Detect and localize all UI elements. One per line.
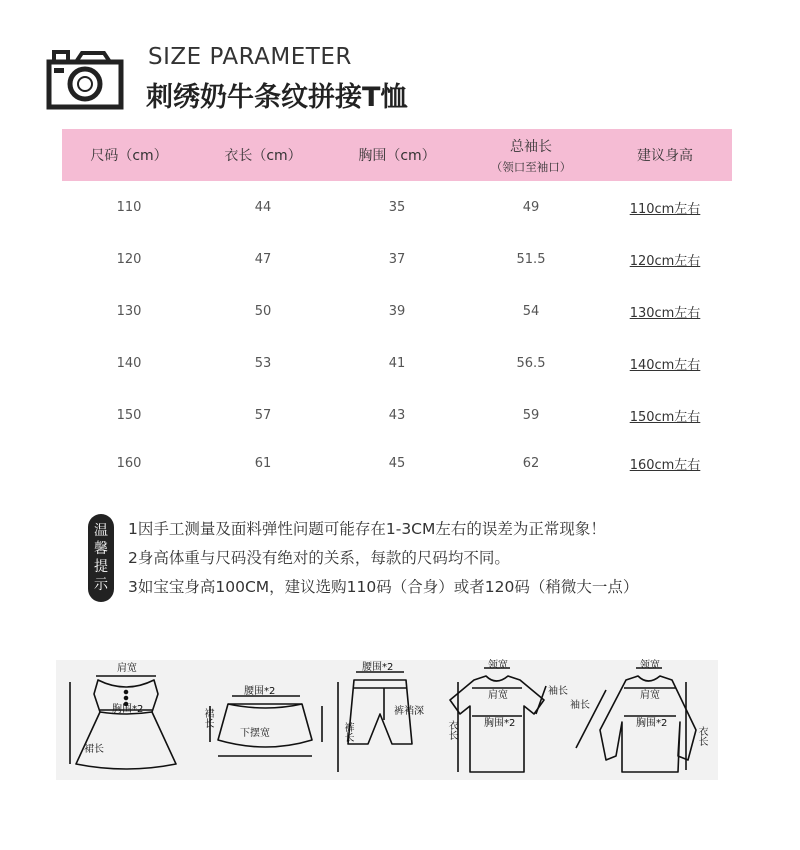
table-cell: 39 bbox=[388, 303, 406, 319]
table-cell: 150 bbox=[116, 407, 142, 423]
tip-line: 1因手工测量及面料弹性问题可能存在1-3CM左右的误差为正常现象！ bbox=[128, 520, 606, 538]
table-cell: 160 bbox=[116, 455, 142, 471]
table-cell: 51.5 bbox=[516, 251, 546, 267]
table-cell: 130cm左右 bbox=[629, 305, 701, 321]
label-longsleeve-neck: 领宽 bbox=[640, 660, 660, 671]
label-skirt-waist: 腰围*2 bbox=[244, 686, 276, 697]
label-longsleeve-shoulder: 肩宽 bbox=[640, 690, 660, 701]
table-cell: 50 bbox=[254, 303, 272, 319]
table-cell: 140 bbox=[116, 355, 142, 371]
label-pants-rise: 裤裆深 bbox=[394, 706, 424, 717]
table-cell: 49 bbox=[522, 199, 540, 215]
label-dress-shoulder: 肩宽 bbox=[117, 663, 137, 674]
table-cell: 41 bbox=[388, 355, 406, 371]
label-dress-chest: 胸围*2 bbox=[112, 704, 144, 715]
table-row bbox=[62, 337, 732, 389]
measurement-diagram bbox=[56, 660, 718, 780]
table-cell: 54 bbox=[522, 303, 540, 319]
label-skirt-hem: 下摆宽 bbox=[240, 728, 270, 739]
tips-list bbox=[128, 515, 638, 602]
tips-badge bbox=[88, 514, 114, 602]
table-cell: 120 bbox=[116, 251, 142, 267]
table-row bbox=[62, 441, 732, 485]
table-cell: 61 bbox=[254, 455, 272, 471]
table-row bbox=[62, 285, 732, 337]
column-header-chest: 胸围（cm） bbox=[358, 148, 436, 164]
table-cell: 140cm左右 bbox=[629, 357, 701, 373]
table-cell: 120cm左右 bbox=[629, 253, 701, 269]
table-cell: 57 bbox=[254, 407, 272, 423]
dress-illustration bbox=[70, 676, 176, 769]
tip-line: 3如宝宝身高100CM，建议选购110码（合身）或者120码（稍微大一点） bbox=[128, 578, 639, 596]
table-cell: 130 bbox=[116, 303, 142, 319]
label-tshirt-sleeve: 袖长 bbox=[548, 686, 568, 697]
table-cell: 150cm左右 bbox=[629, 409, 701, 425]
label-tshirt-length: 衣长 bbox=[446, 720, 457, 740]
tip-line: 2身高体重与尺码没有绝对的关系，每款的尺码均不同。 bbox=[128, 549, 510, 567]
column-header-sleeve: 总袖长 （领口至袖口） bbox=[490, 138, 572, 174]
table-row bbox=[62, 233, 732, 285]
label-longsleeve-chest: 胸围*2 bbox=[636, 718, 668, 729]
size-table bbox=[62, 129, 732, 485]
table-cell: 62 bbox=[522, 455, 540, 471]
table-cell: 56.5 bbox=[516, 355, 546, 371]
table-cell: 110 bbox=[116, 199, 142, 215]
tips-badge-char: 温 bbox=[94, 523, 108, 539]
table-row bbox=[62, 181, 732, 233]
label-longsleeve-sleeve: 袖长 bbox=[570, 700, 590, 711]
label-pants-length: 裤长 bbox=[342, 722, 353, 742]
tips-badge-char: 提 bbox=[94, 559, 108, 575]
label-longsleeve-length: 衣长 bbox=[696, 726, 707, 746]
camera-icon bbox=[46, 48, 124, 110]
table-cell: 160cm左右 bbox=[629, 457, 701, 473]
table-cell: 53 bbox=[254, 355, 272, 371]
label-tshirt-shoulder: 肩宽 bbox=[488, 690, 508, 701]
page-title: 刺绣奶牛条纹拼接T恤 bbox=[146, 82, 408, 113]
table-cell: 59 bbox=[522, 407, 540, 423]
column-header-height: 建议身高 bbox=[637, 148, 693, 164]
header bbox=[46, 40, 766, 113]
column-header-size: 尺码（cm） bbox=[90, 148, 168, 164]
table-cell: 37 bbox=[388, 251, 406, 267]
header-subtitle: SIZE PARAMETER bbox=[148, 44, 352, 70]
label-pants-waist: 腰围*2 bbox=[362, 662, 394, 673]
label-skirt-length: 裙长 bbox=[202, 708, 213, 728]
table-header-row bbox=[62, 129, 732, 181]
table-cell: 47 bbox=[254, 251, 272, 267]
table-cell: 45 bbox=[388, 455, 406, 471]
garment-illustrations bbox=[56, 660, 718, 780]
skirt-illustration bbox=[210, 696, 322, 756]
tips-badge-char: 馨 bbox=[94, 541, 108, 557]
tips-badge-char: 示 bbox=[94, 577, 108, 593]
table-cell: 110cm左右 bbox=[629, 201, 701, 217]
label-dress-length: 裙长 bbox=[84, 744, 104, 755]
label-tshirt-chest: 胸围*2 bbox=[484, 718, 516, 729]
table-cell: 43 bbox=[388, 407, 406, 423]
column-header-length: 衣长（cm） bbox=[224, 148, 302, 164]
table-cell: 35 bbox=[388, 199, 406, 215]
label-tshirt-neck: 领宽 bbox=[488, 660, 508, 671]
table-cell: 44 bbox=[254, 199, 272, 215]
table-row bbox=[62, 389, 732, 441]
